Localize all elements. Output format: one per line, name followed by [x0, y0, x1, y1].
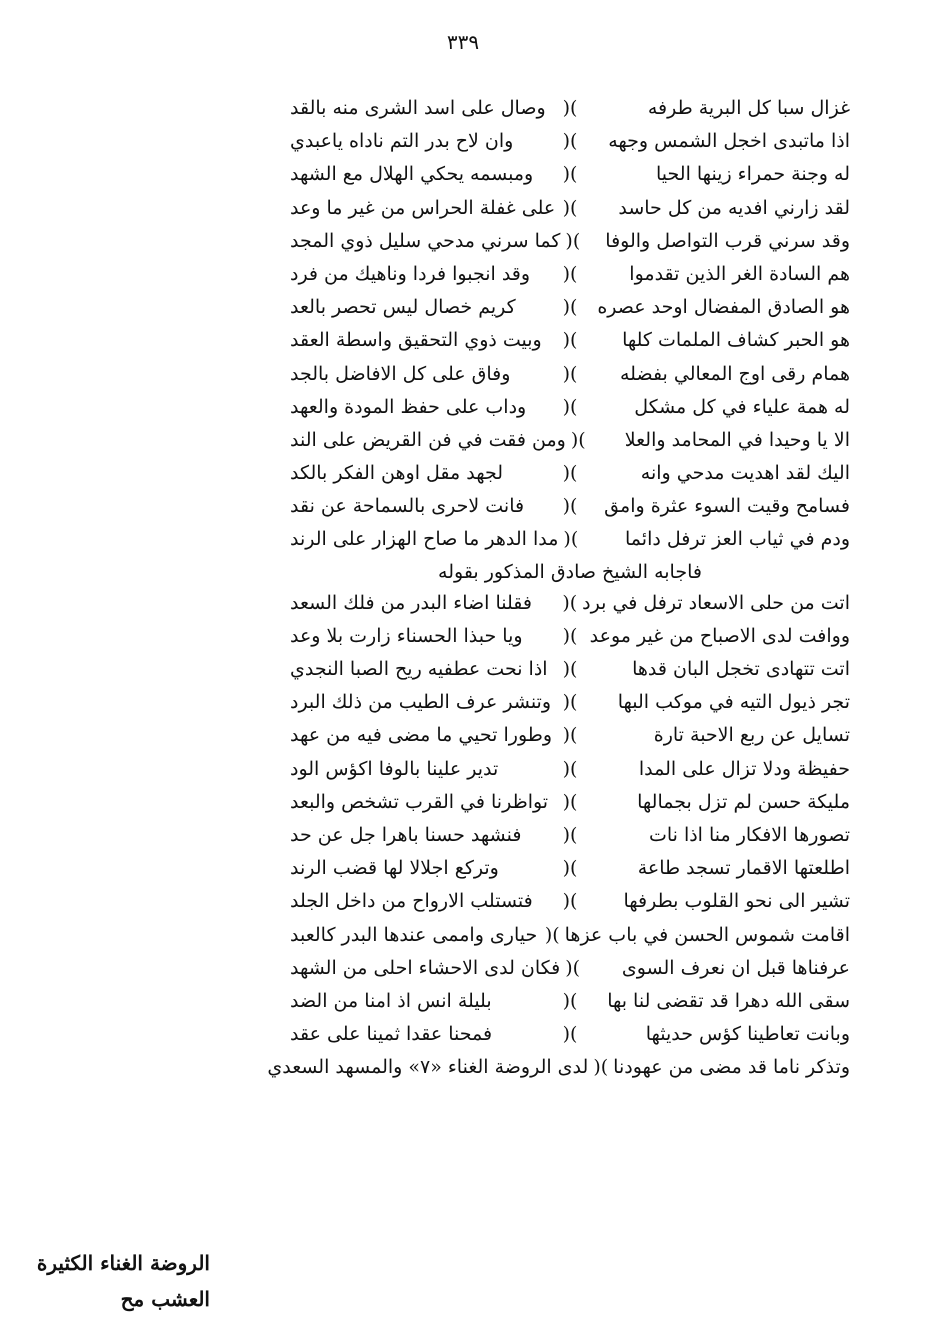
verse-first-hemistich: ودم في ثياب العز ترفل دائما — [625, 528, 850, 551]
verse-second-hemistich: فانت لاحرى بالسماحة عن نقد — [289, 495, 525, 518]
verse-second-hemistich: فمحنا عقدا ثمينا على عقد — [289, 1023, 493, 1046]
verse-line — [290, 523, 850, 556]
verse-second-hemistich: فتستلب الارواح من داخل الجلد — [289, 890, 533, 913]
hemistich-separator: )( — [563, 528, 579, 551]
verse-second-hemistich: وطورا تحيي ما مضى فيه من عهد — [289, 724, 553, 747]
hemistich-separator: )( — [562, 262, 578, 285]
footnote-line-1: الروضة الغناء الكثيرة — [36, 1251, 210, 1275]
hemistich-separator: )( — [562, 495, 578, 518]
hemistich-separator: )( — [544, 923, 560, 946]
verse-first-hemistich: له وجنة حمراء زينها الحيا — [656, 163, 850, 186]
verse-line — [290, 686, 850, 719]
verse-line — [267, 1051, 850, 1084]
verse-first-hemistich: تجر ذيول التيه في موكب البها — [617, 691, 850, 714]
poem-section-1 — [290, 92, 850, 557]
verse-first-hemistich: هو الحبر كشاف الملمات كلها — [622, 329, 850, 352]
verse-line — [290, 457, 850, 490]
hemistich-separator: )( — [562, 296, 578, 319]
verse-first-hemistich: له همة علياء في كل مشكل — [634, 395, 850, 418]
verse-first-hemistich: وقد سرني قرب التواصل والوفا — [605, 229, 850, 252]
verse-first-hemistich: هم السادة الغر الذين تقدموا — [629, 262, 850, 285]
verse-second-hemistich: فكان لدى الاحشاء احلى من الشهد — [290, 956, 561, 979]
verse-first-hemistich: اذا ماتبدى اخجل الشمس وجهه — [608, 130, 850, 153]
verse-second-hemistich: فنشهد حسنا باهرا جل عن حد — [289, 823, 522, 846]
verse-first-hemistich: وتذكر ناما قد مضى من عهودنا — [613, 1056, 850, 1079]
verse-line — [290, 125, 850, 158]
verse-line — [290, 985, 850, 1018]
hemistich-separator: )( — [562, 857, 578, 880]
verse-second-hemistich: ومبسمه يحكي الهلال مع الشهد — [289, 163, 534, 186]
verse-first-hemistich: غزال سبا كل البرية طرفه — [647, 97, 850, 119]
hemistich-separator: )( — [562, 362, 578, 385]
verse-first-hemistich: فسامح وقيت السوء عثرة وامق — [604, 495, 850, 518]
verse-second-hemistich: ويا حبذا الحسناء زارت بلا وعد — [289, 624, 523, 647]
verse-line — [290, 1018, 850, 1051]
verse-second-hemistich: وتنشر عرف الطيب من ذلك البرد — [289, 691, 552, 714]
hemistich-separator: )( — [562, 163, 578, 186]
verse-line — [290, 719, 850, 752]
verse-first-hemistich: الا يا وحيدا في المحامد والعلا — [624, 428, 850, 451]
verse-second-hemistich: فقلنا اضاء البدر من فلك السعد — [290, 591, 532, 614]
verse-line — [290, 653, 850, 686]
verse-line — [290, 587, 850, 620]
verse-first-hemistich: عرفناها قبل ان نعرف السوى — [621, 956, 850, 979]
hemistich-separator: )( — [593, 1056, 609, 1079]
verse-first-hemistich: اقامت شموس الحسن في باب عزها — [564, 923, 850, 946]
verse-second-hemistich: على غفلة الحراس من غير ما وعد — [289, 196, 556, 219]
hemistich-separator: )( — [562, 395, 578, 418]
verse-first-hemistich: اطلعتها الاقمار تسجد طاعة — [637, 857, 850, 880]
verse-first-hemistich: تسايل عن ربع الاحبة تارة — [653, 724, 850, 747]
verse-first-hemistich: هو الصادق المفضال اوحد عصره — [597, 296, 850, 319]
hemistich-separator: )( — [562, 196, 578, 219]
verse-first-hemistich: تشير الى نحو القلوب بطرفها — [623, 890, 850, 913]
verse-first-hemistich: اتت تتهادى تخجل البان قدها — [632, 658, 850, 680]
verse-first-hemistich: حفيظة ودلا تزال على المدا — [638, 757, 850, 780]
hemistich-separator: )( — [562, 329, 578, 352]
verse-second-hemistich: ومن فقت في فن القريض على الند — [290, 428, 566, 451]
hemistich-separator: )( — [562, 462, 578, 485]
verse-second-hemistich: وفاق على كل الافاضل بالجد — [289, 362, 511, 385]
verse-line — [290, 192, 850, 225]
verse-line — [290, 819, 850, 852]
verse-second-hemistich: وصال على اسد الشرى منه بالقد — [289, 97, 546, 119]
verse-second-hemistich: حيارى واممى عندها البدر كالعبد — [290, 923, 538, 946]
hemistich-separator: )( — [565, 229, 581, 252]
verse-second-hemistich: مدا الدهر ما صاح الهزار على الرند — [290, 528, 559, 551]
verse-first-hemistich: همام رقى اوج المعالي بفضله — [619, 362, 850, 385]
verse-line — [290, 92, 850, 125]
hemistich-separator: )( — [562, 130, 578, 153]
verse-line — [290, 291, 850, 324]
verse-second-hemistich: تدير علينا بالوفا اكؤس الود — [289, 757, 499, 780]
hemistich-separator: )( — [570, 428, 586, 451]
verse-first-hemistich: لقد زارني افديه من كل حاسد — [618, 196, 850, 219]
verse-line — [290, 885, 850, 918]
verse-first-hemistich: اتت من حلى الاسعاد ترفل في برد — [582, 591, 850, 614]
hemistich-separator: )( — [562, 658, 578, 680]
hemistich-separator: )( — [562, 1023, 578, 1046]
hemistich-separator: )( — [565, 956, 581, 979]
hemistich-separator: )( — [562, 823, 578, 846]
hemistich-separator: )( — [562, 790, 578, 813]
section-heading: فاجابه الشيخ صادق المذكور بقوله — [438, 560, 702, 583]
verse-line — [290, 952, 850, 985]
verse-line — [290, 158, 850, 191]
poem-section-2 — [267, 587, 850, 1085]
page-number: ٣٣٩ — [446, 30, 480, 54]
verse-line — [290, 358, 850, 391]
verse-line — [290, 620, 850, 653]
verse-second-hemistich: وبيت ذوي التحقيق واسطة العقد — [289, 329, 542, 352]
verse-line — [290, 919, 850, 952]
verse-second-hemistich: كما سرني مدحي سليل ذوي المجد — [290, 229, 561, 252]
verse-second-hemistich: وداب على حفظ المودة والعهد — [289, 395, 527, 418]
verse-second-hemistich: تواظرنا في القرب تشخص والبعد — [289, 790, 549, 813]
verse-first-hemistich: وبانت تعاطينا كؤس حديثها — [645, 1023, 850, 1046]
verse-line — [290, 852, 850, 885]
verse-second-hemistich: اذا نحت عطفيه ريح الصبا النجدي — [289, 658, 548, 680]
hemistich-separator: )( — [562, 591, 578, 614]
poem-body — [267, 92, 850, 1084]
verse-line — [290, 424, 850, 457]
verse-line — [290, 490, 850, 523]
verse-line — [290, 391, 850, 424]
verse-second-hemistich: بليلة انس اذ امنا من الضد — [289, 989, 492, 1012]
verse-line — [290, 258, 850, 291]
verse-first-hemistich: مليكة حسن لم تزل بجمالها — [637, 790, 850, 813]
hemistich-separator: )( — [562, 691, 578, 714]
verse-line — [290, 225, 850, 258]
hemistich-separator: )( — [562, 989, 578, 1012]
verse-second-hemistich: وقد انجبوا فردا وناهيك من فرد — [289, 262, 531, 285]
verse-first-hemistich: ووافت لدى الاصباح من غير موعد — [589, 624, 850, 647]
hemistich-separator: )( — [562, 757, 578, 780]
verse-first-hemistich: تصورها الافكار منا اذا نات — [648, 823, 850, 846]
footnote-line-2: العشب مح — [120, 1287, 210, 1311]
verse-second-hemistich: كريم خصال ليس تحصر بالعد — [289, 296, 516, 319]
hemistich-separator: )( — [562, 890, 578, 913]
hemistich-separator: )( — [562, 624, 578, 647]
verse-first-hemistich: سقى الله دهرا قد تقضى لنا بها — [607, 989, 850, 1012]
verse-second-hemistich: لدى الروضة الغناء «٧» والمسهد السعدي — [267, 1056, 589, 1079]
hemistich-separator: )( — [562, 724, 578, 747]
verse-second-hemistich: وتركع اجلالا لها قضب الرند — [289, 857, 499, 880]
verse-line — [290, 324, 850, 357]
verse-second-hemistich: وان لاح بدر التم ناداه ياعبدي — [289, 130, 514, 153]
hemistich-separator: )( — [562, 97, 578, 119]
verse-line — [290, 786, 850, 819]
footnote — [30, 1245, 210, 1317]
verse-line — [290, 753, 850, 786]
verse-second-hemistich: لجهد مقل اوهن الفكر بالكد — [289, 462, 504, 485]
verse-first-hemistich: اليك لقد اهديت مدحي وانه — [640, 462, 850, 485]
